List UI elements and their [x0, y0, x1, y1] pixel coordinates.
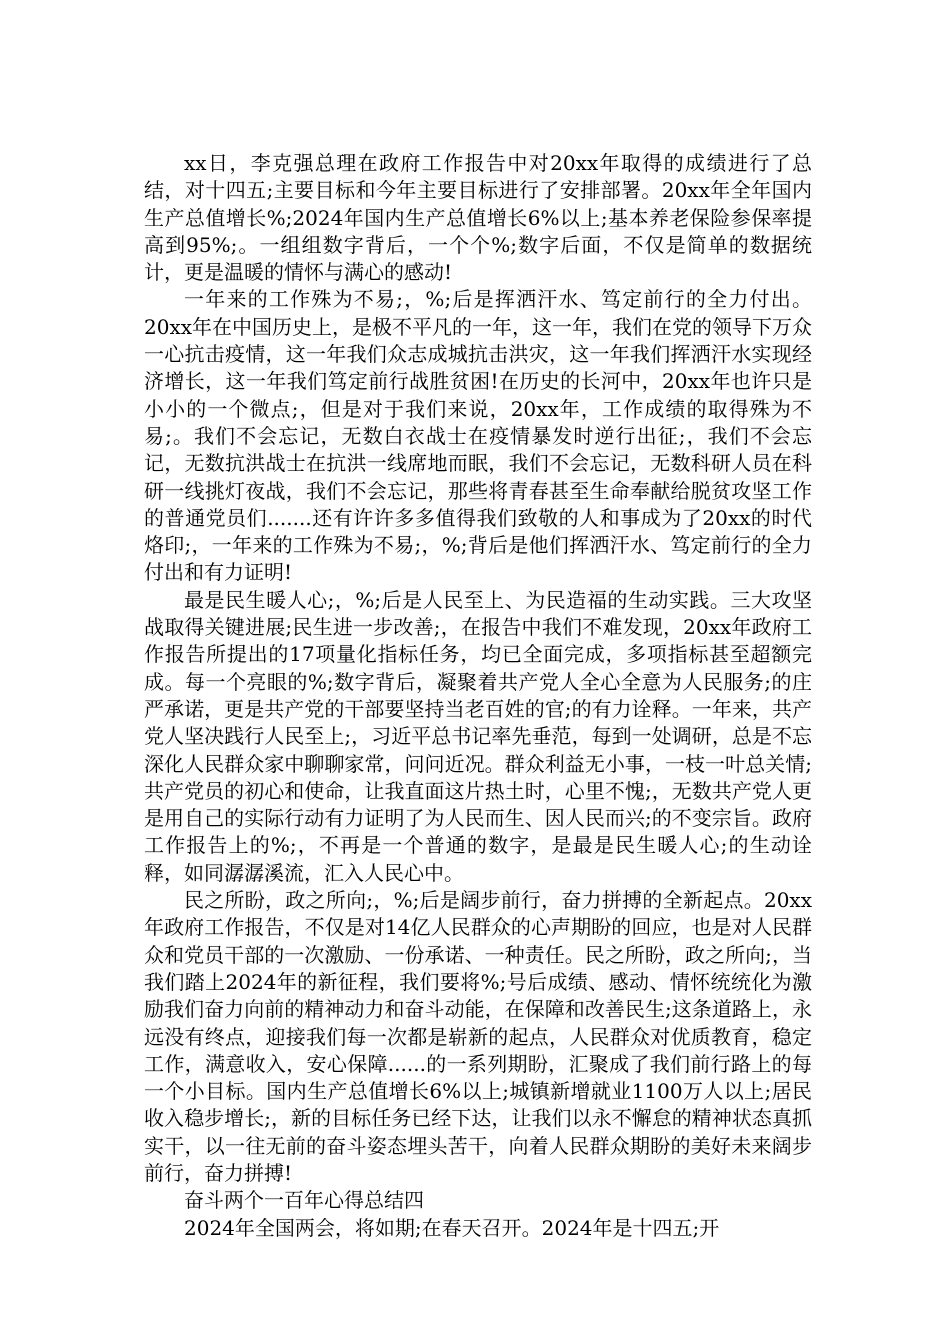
document-body — [144, 150, 812, 1242]
section-heading: 奋斗两个一百年心得总结四 — [184, 1188, 424, 1213]
paragraph-5: 2024年全国两会，将如期;在春天召开。2024年是十四五;开 — [184, 1215, 720, 1240]
paragraph-1: xx日，李克强总理在政府工作报告中对20xx年取得的成绩进行了总结，对十四五;主要目标和今年主要目标进行了安排部署。20xx年全年国内生产总值增长%;2024年国内生产总值增长6%以上;基本养老保险参保率提高到95%;。一组组数字背后，一个个%;数字后面，不仅是简单的数据统计，更是温暖的情怀与满心的感动! — [144, 151, 812, 285]
paragraph-3: 最是民生暖人心;，%;后是人民至上、为民造福的生动实践。三大攻坚战取得关键进展;民生进一步改善;，在报告中我们不难发现，20xx年政府工作报告所提出的17项量化指标任务，均已全面完成，多项指标甚至超额完成。每一个亮眼的%;数字背后，凝聚着共产党人全心全意为人民服务;的庄严承诺，更是共产党的干部要坚持当老百姓的官;的有力诠释。一年来，共产党人坚决践行人民至上;，习近平总书记率先垂范，每到一处调研，总是不忘深化人民群众家中聊聊家常，问问近况。群众利益无小事，一枝一叶总关情;共产党员的初心和使命，让我直面这片热土时，心里不愧;，无数共产党人更是用自己的实际行动有力证明了为人民而生、因人民而兴;的不变宗旨。政府工作报告上的%;，不再是一个普通的数字，是最是民生暖人心;的生动诠释，如同潺潺溪流，汇入人民心中。 — [144, 587, 812, 885]
paragraph-4: 民之所盼，政之所向;，%;后是阔步前行，奋力拼搏的全新起点。20xx年政府工作报告，不仅是对14亿人民群众的心声期盼的回应，也是对人民群众和党员干部的一次激励、一份承诺、一种责任。民之所盼，政之所向;，当我们踏上2024年的新征程，我们要将%;号后成绩、感动、情怀统统化为激励我们奋力向前的精神动力和奋斗动能，在保障和改善民生;这条道路上，永远没有终点，迎接我们每一次都是崭新的起点，人民群众对优质教育，稳定工作，满意收入，安心保障......的一系列期盼，汇聚成了我们前行路上的每一个小目标。国内生产总值增长6%以上;城镇新增就业1100万人以上;居民收入稳步增长;，新的目标任务已经下达，让我们以永不懈怠的精神状态真抓实干，以一往无前的奋斗姿态埋头苦干，向着人民群众期盼的美好未来阔步前行，奋力拼搏! — [144, 888, 812, 1185]
paragraph-2: 一年来的工作殊为不易;，%;后是挥洒汗水、笃定前行的全力付出。20xx年在中国历史上，是极不平凡的一年，这一年，我们在党的领导下万众一心抗击疫情，这一年我们众志成城抗击洪灾，这一年我们挥洒汗水实现经济增长，这一年我们笃定前行战胜贫困!在历史的长河中，20xx年也许只是小小的一个微点;，但是对于我们来说，20xx年，工作成绩的取得殊为不易;。我们不会忘记，无数白衣战士在疫情暴发时逆行出征;，我们不会忘记，无数抗洪战士在抗洪一线席地而眠，我们不会忘记，无数科研人员在科研一线挑灯夜战，我们不会忘记，那些将青春甚至生命奉献给脱贫攻坚工作的普通党员们.......还有许许多多值得我们致敬的人和事成为了20xx的时代烙印;，一年来的工作殊为不易;，%;背后是他们挥洒汗水、笃定前行的全力付出和有力证明! — [144, 287, 813, 585]
